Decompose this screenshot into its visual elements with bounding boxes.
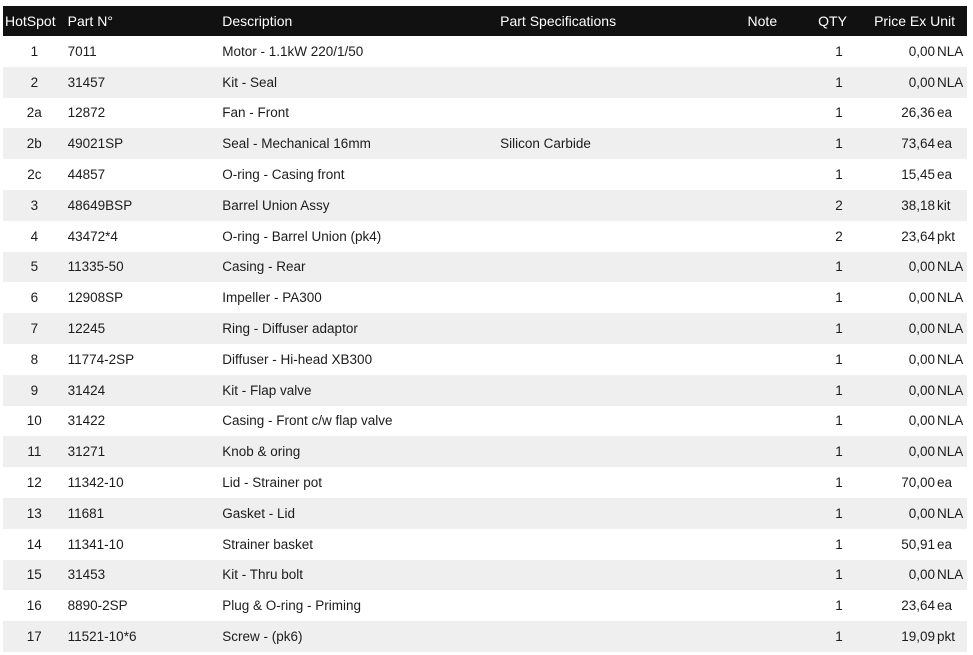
price-unit: ea [937,536,953,552]
cell-description: Casing - Rear [222,259,306,275]
cell-description: Lid - Strainer pot [222,475,323,491]
cell-hotspot: 10 [26,413,42,429]
cell-hotspot: 14 [26,536,42,552]
cell-qty: 1 [835,629,843,645]
cell-note [733,221,811,252]
price-value: 70,00 [901,475,935,491]
cell-note [733,252,811,283]
cell-specifications [500,498,732,529]
cell-note [733,344,811,375]
price-unit: ea [937,136,953,152]
price-value: 26,36 [901,105,935,121]
header-price[interactable]: Price Ex Unit [874,13,955,29]
cell-price [855,282,967,313]
parts-table [3,6,967,652]
table-row[interactable] [3,590,967,621]
cell-description: Impeller - PA300 [222,290,322,306]
table-row[interactable] [3,436,967,467]
table-row[interactable] [3,221,967,252]
cell-qty: 1 [835,382,843,398]
cell-qty: 1 [835,321,843,337]
cell-specifications: Silicon Carbide [500,136,591,152]
cell-price [855,436,967,467]
cell-description: Plug & O-ring - Priming [222,598,362,614]
cell-note [733,436,811,467]
cell-part-number: 43472*4 [67,228,118,244]
cell-price [855,252,967,283]
cell-note [733,621,811,652]
price-unit: ea [937,475,953,491]
table-row[interactable] [3,159,967,190]
cell-qty: 1 [835,505,843,521]
header-note[interactable]: Note [747,13,778,29]
cell-specifications [500,406,732,437]
price-value: 73,64 [901,136,935,152]
cell-specifications [500,313,732,344]
table-row[interactable] [3,313,967,344]
cell-price [855,313,967,344]
price-value: 0,00 [908,351,935,367]
cell-description: Screw - (pk6) [222,629,303,645]
cell-description: Knob & oring [222,444,301,460]
cell-hotspot: 2c [27,167,42,183]
table-row[interactable] [3,128,967,159]
cell-price [855,221,967,252]
price-value: 15,45 [901,167,935,183]
cell-part-number: 31453 [67,567,106,583]
cell-note [733,590,811,621]
cell-description: O-ring - Barrel Union (pk4) [222,228,382,244]
price-unit: pkt [937,228,956,244]
cell-price [855,36,967,67]
cell-specifications [500,282,732,313]
cell-description: Strainer basket [222,536,314,552]
cell-description: Casing - Front c/w flap valve [222,413,393,429]
price-value: 23,64 [901,598,935,614]
cell-part-number: 31271 [67,444,106,460]
cell-hotspot: 11 [27,444,42,460]
cell-price [855,498,967,529]
header-part-number[interactable]: Part N° [67,13,113,29]
cell-hotspot: 4 [30,228,39,244]
header-row [3,6,967,36]
table-row[interactable] [3,529,967,560]
cell-note [733,406,811,437]
price-unit: NLA [937,413,964,429]
cell-specifications [500,590,732,621]
cell-specifications [500,375,732,406]
cell-description: Seal - Mechanical 16mm [222,136,371,152]
cell-part-number: 44857 [67,167,106,183]
cell-description: Diffuser - Hi-head XB300 [222,351,373,367]
cell-part-number: 49021SP [67,136,124,152]
cell-price [855,190,967,221]
cell-part-number: 31424 [67,382,106,398]
cell-specifications [500,467,732,498]
cell-part-number: 31457 [67,74,106,90]
cell-qty: 1 [835,105,843,121]
cell-specifications [500,190,732,221]
cell-hotspot: 7 [30,321,39,337]
cell-specifications [500,98,732,129]
table-header [3,6,967,36]
cell-part-number: 11774-2SP [67,351,135,367]
price-unit: pkt [937,629,956,645]
cell-specifications [500,221,732,252]
cell-price [855,590,967,621]
cell-price [855,467,967,498]
cell-hotspot: 2b [26,136,42,152]
cell-specifications [500,560,732,591]
cell-price [855,344,967,375]
cell-specifications [500,67,732,98]
cell-note [733,190,811,221]
header-qty[interactable]: QTY [818,13,847,29]
header-specifications[interactable]: Part Specifications [500,13,617,29]
cell-price [855,128,967,159]
price-unit: NLA [937,290,964,306]
cell-hotspot: 13 [26,505,42,521]
cell-description: Fan - Front [222,105,290,121]
cell-hotspot: 9 [30,382,39,398]
cell-specifications [500,252,732,283]
header-hotspot[interactable]: HotSpot [5,13,56,29]
cell-part-number: 11341-10 [67,536,124,552]
cell-qty: 1 [835,567,843,583]
cell-qty: 1 [835,598,843,614]
cell-note [733,98,811,129]
cell-part-number: 12245 [67,321,106,337]
table-row[interactable] [3,98,967,129]
cell-hotspot: 8 [30,351,39,367]
cell-note [733,498,811,529]
cell-qty: 1 [835,351,843,367]
price-unit: ea [937,598,953,614]
cell-note [733,159,811,190]
price-unit: NLA [937,444,964,460]
price-value: 0,00 [908,444,935,460]
cell-part-number: 11521-10*6 [67,629,137,645]
table-row[interactable] [3,621,967,652]
cell-description: Ring - Diffuser adaptor [222,321,358,337]
cell-hotspot: 17 [26,629,42,645]
cell-hotspot: 3 [30,197,39,213]
price-value: 50,91 [901,536,935,552]
cell-qty: 1 [835,167,843,183]
cell-price [855,406,967,437]
cell-qty: 1 [835,475,843,491]
cell-hotspot: 15 [26,567,42,583]
price-value: 0,00 [908,321,935,337]
cell-price [855,529,967,560]
table-row[interactable] [3,560,967,591]
price-value: 0,00 [908,382,935,398]
table-row[interactable] [3,375,967,406]
cell-note [733,67,811,98]
cell-note [733,313,811,344]
table-row[interactable] [3,498,967,529]
price-value: 23,64 [901,228,935,244]
cell-note [733,128,811,159]
table-row[interactable] [3,344,967,375]
cell-specifications [500,344,732,375]
cell-note [733,467,811,498]
header-description[interactable]: Description [222,13,293,29]
price-value: 0,00 [908,74,935,90]
cell-specifications [500,159,732,190]
cell-part-number: 12908SP [67,290,124,306]
table-row[interactable] [3,67,967,98]
price-unit: NLA [937,43,964,59]
price-value: 38,18 [901,197,935,213]
cell-qty: 1 [835,136,843,152]
cell-description: Kit - Seal [222,74,278,90]
cell-note [733,529,811,560]
cell-price [855,98,967,129]
price-value: 19,09 [901,629,935,645]
cell-description: Kit - Flap valve [222,382,312,398]
price-value: 0,00 [908,290,935,306]
price-unit: NLA [937,259,964,275]
cell-qty: 2 [835,197,843,213]
cell-description: Gasket - Lid [222,505,296,521]
cell-qty: 1 [835,43,843,59]
cell-note [733,560,811,591]
cell-part-number: 31422 [67,413,106,429]
cell-specifications [500,621,732,652]
price-unit: kit [937,197,951,213]
cell-price [855,159,967,190]
cell-qty: 1 [835,259,843,275]
cell-qty: 1 [835,74,843,90]
cell-description: O-ring - Casing front [222,167,345,183]
cell-price [855,67,967,98]
cell-price [855,560,967,591]
cell-price [855,621,967,652]
cell-hotspot: 2a [26,105,42,121]
table-row[interactable] [3,252,967,283]
cell-part-number: 11335-50 [67,259,124,275]
cell-price [855,375,967,406]
cell-part-number: 8890-2SP [67,598,128,614]
cell-qty: 2 [835,228,843,244]
cell-hotspot: 12 [26,475,42,491]
cell-qty: 1 [835,413,843,429]
price-unit: ea [937,167,953,183]
price-unit: ea [937,105,953,121]
price-unit: NLA [937,74,964,90]
table-row[interactable] [3,467,967,498]
table-row[interactable] [3,190,967,221]
cell-hotspot: 16 [26,598,42,614]
cell-hotspot: 2 [30,74,39,90]
price-value: 0,00 [908,259,935,275]
cell-part-number: 7011 [67,43,97,59]
cell-note [733,375,811,406]
cell-hotspot: 5 [30,259,39,275]
cell-hotspot: 1 [30,43,39,59]
cell-note [733,36,811,67]
table-row[interactable] [3,406,967,437]
price-value: 0,00 [908,43,935,59]
cell-qty: 1 [835,444,843,460]
table-body [3,36,967,652]
cell-part-number: 11342-10 [67,475,124,491]
price-value: 0,00 [908,413,935,429]
price-unit: NLA [937,321,964,337]
cell-description: Barrel Union Assy [222,197,330,213]
price-value: 0,00 [908,567,935,583]
price-unit: NLA [937,382,964,398]
price-unit: NLA [937,351,964,367]
cell-qty: 1 [835,290,843,306]
cell-part-number: 11681 [67,505,105,521]
cell-specifications [500,436,732,467]
cell-description: Motor - 1.1kW 220/1/50 [222,43,364,59]
cell-qty: 1 [835,536,843,552]
cell-part-number: 12872 [67,105,106,121]
cell-specifications [500,36,732,67]
cell-description: Kit - Thru bolt [222,567,304,583]
cell-part-number: 48649BSP [67,197,133,213]
price-value: 0,00 [908,505,935,521]
price-unit: NLA [937,505,964,521]
price-unit: NLA [937,567,964,583]
cell-specifications [500,529,732,560]
table-row[interactable] [3,282,967,313]
table-row[interactable] [3,36,967,67]
cell-note [733,282,811,313]
cell-hotspot: 6 [30,290,39,306]
